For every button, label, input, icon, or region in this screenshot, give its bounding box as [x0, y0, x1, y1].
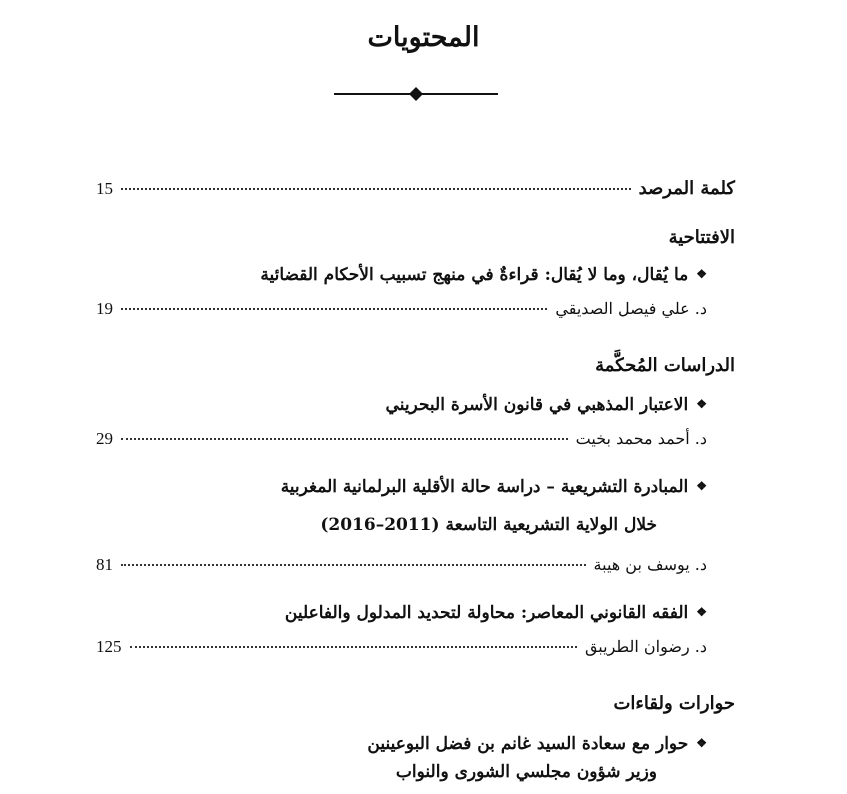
page-title: المحتويات [367, 22, 480, 53]
title-divider-ornament [334, 86, 498, 102]
page-number: 29 [96, 429, 113, 448]
bullet-diamond-icon: ❖ [696, 736, 707, 750]
bullet-diamond-icon: ❖ [696, 267, 707, 281]
page-number: 125 [96, 637, 122, 656]
bullet-diamond-icon: ❖ [696, 605, 707, 619]
article-title[interactable]: ❖ما يُقال، وما لا يُقال: قراءةٌ في منهج تسبيب الأحكام القضائية [260, 265, 707, 285]
toc-entry-author-line[interactable] [96, 637, 707, 661]
interview-title-continuation: وزير شؤون مجلسي الشورى والنواب [395, 762, 657, 782]
author-name: د. علي فيصل الصديقي [555, 299, 707, 318]
article-title[interactable]: ❖الاعتبار المذهبي في قانون الأسرة البحريني [385, 395, 707, 415]
article-title[interactable]: ❖الفقه القانوني المعاصر: محاولة لتحديد المدلول والفاعلين [284, 603, 707, 623]
toc-entry-author-line[interactable] [96, 299, 707, 323]
bullet-diamond-icon: ❖ [696, 397, 707, 411]
dot-leader [121, 188, 631, 190]
bullet-diamond-icon: ❖ [696, 479, 707, 493]
section-heading: حوارات ولقاءات [613, 693, 735, 714]
toc-entry-author-line[interactable] [96, 429, 707, 453]
interview-title[interactable]: ❖حوار مع سعادة السيد غانم بن فضل البوعينين [367, 734, 707, 754]
section-heading: الافتتاحية [668, 227, 735, 248]
toc-entry-observatory-word[interactable] [96, 178, 735, 202]
author-name: د. أحمد محمد بخيت [575, 429, 707, 448]
author-name: د. رضوان الطريبق [584, 637, 707, 656]
page-number: 19 [96, 299, 113, 318]
article-title[interactable]: ❖المبادرة التشريعية – دراسة حالة الأقلية البرلمانية المغربية [280, 477, 707, 497]
author-name: د. يوسف بن هيبة [593, 555, 707, 574]
dot-leader [121, 438, 568, 440]
section-heading: الدراسات المُحكَّمة [595, 355, 735, 376]
section-heading: كلمة المرصد [638, 178, 735, 199]
dot-leader [130, 646, 577, 648]
dot-leader [121, 308, 547, 310]
article-title-continuation: خلال الولاية التشريعية التاسعة (2011–2016) [320, 515, 657, 535]
page-number: 15 [96, 179, 113, 198]
toc-entry-author-line[interactable] [96, 555, 707, 579]
page-number: 81 [96, 555, 113, 574]
dot-leader [121, 564, 586, 566]
